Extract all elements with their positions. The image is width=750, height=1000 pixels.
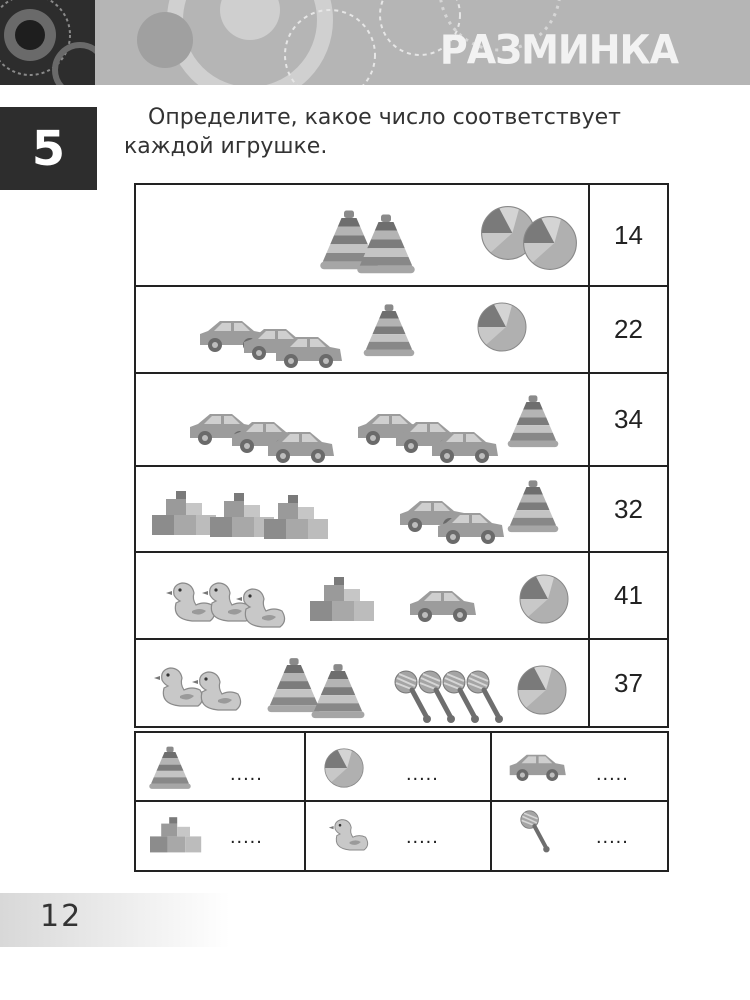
answer-cell-duck [306,802,490,870]
answer-blank[interactable]: ..... [596,826,629,848]
row-5-toys [136,553,588,638]
answers-grid [134,731,669,872]
pyramid-icon [312,664,365,718]
blocks-icon [152,491,216,535]
ball-icon [478,303,526,351]
ball-icon [520,575,568,623]
car-icon [410,591,476,622]
row-4-total: 32 [614,493,643,524]
duck-icon [166,583,215,621]
answer-blank[interactable]: ..... [230,763,263,785]
duck-icon [154,668,203,706]
pyramid-icon [508,480,559,532]
row-1-total: 14 [614,219,643,250]
puzzle-row-1 [136,185,667,287]
instruction-line-2: каждой игрушке. [124,134,328,159]
puzzle-row-5 [136,553,667,640]
puzzle-row-2 [136,287,667,374]
answer-blank[interactable]: ..... [406,826,439,848]
puzzle-grid [134,183,669,728]
ball-icon [322,733,382,800]
answer-cell-ball [306,733,490,800]
row-2-total: 22 [614,314,643,344]
answer-blank[interactable]: ..... [230,826,263,848]
pyramid-icon [268,658,321,712]
exercise-number: 5 [0,107,97,190]
row-4-toys [136,467,588,551]
instruction-text [124,103,704,161]
answer-cell-car [492,733,667,800]
answer-blank[interactable]: ..... [596,763,629,785]
row-1-toys [136,185,588,285]
puzzle-row-3 [136,374,667,467]
banner-circles [0,0,95,85]
blocks-icon [310,577,374,621]
instruction-line-1: Определите, какое число соответствует [148,105,621,130]
duck-icon [328,802,388,870]
row-3-total: 34 [614,404,643,434]
row-6-total: 37 [614,667,643,698]
row-6-toys [136,640,588,724]
header-banner [0,0,750,85]
answer-cell-blocks [136,802,304,870]
puzzle-row-6 [136,640,667,726]
page-number: 12 [40,899,83,934]
footer-bar [0,893,230,947]
answer-cell-rattle [492,802,667,870]
row-5-total: 41 [614,580,643,610]
answer-blank[interactable]: ..... [406,763,439,785]
ball-icon [524,217,577,270]
answer-cell-pyramid [136,733,304,800]
pyramid-icon [148,733,208,800]
rattle-icon [512,802,572,870]
row-3-toys [136,374,588,465]
row-2-toys [136,287,588,372]
blocks-icon [146,802,206,870]
pyramid-icon [364,304,415,356]
banner-dark-block [0,0,95,85]
car-icon [506,733,576,800]
puzzle-row-4 [136,467,667,553]
ball-icon [518,666,566,714]
section-title: РАЗМИНКА [439,26,678,74]
pyramid-icon [508,395,559,447]
